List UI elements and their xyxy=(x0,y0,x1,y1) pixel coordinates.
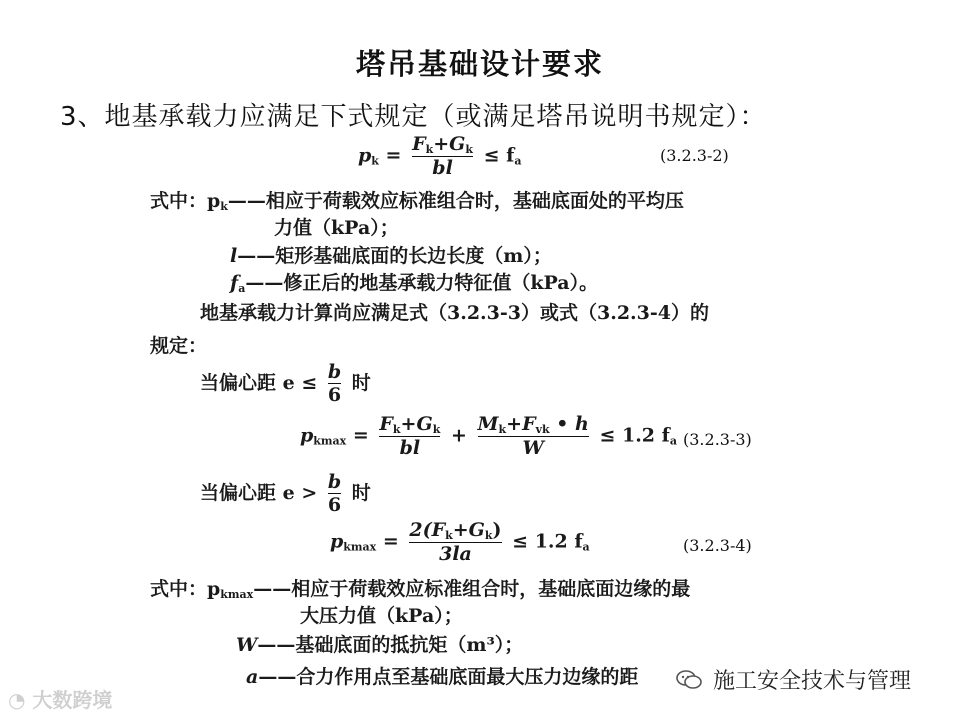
def1-row-2 xyxy=(274,213,399,240)
eq1-tag: (3.2.3-2) xyxy=(660,146,729,165)
eq3-tag: (3.2.3-4) xyxy=(683,536,752,555)
cond1-post: 时 xyxy=(351,371,371,394)
eq1-fraction xyxy=(412,134,473,179)
eq1-num-plus: +G xyxy=(433,133,466,155)
cond2-pre: 当偏心距 e > xyxy=(200,481,318,504)
eq2-n2-tail: • h xyxy=(556,413,589,435)
def2-row-2 xyxy=(300,601,463,628)
cond1-fraction xyxy=(328,362,341,406)
def1-row-1 xyxy=(150,186,684,213)
def-symbol: W xyxy=(236,634,258,656)
eq2-fraction-1 xyxy=(379,414,440,459)
eq1-lhs-sub: k xyxy=(371,154,379,168)
eq2-plus: + xyxy=(450,424,467,447)
eq1-num-sub2: k xyxy=(465,143,473,156)
equation-1 xyxy=(358,134,521,179)
cond2-den: 6 xyxy=(327,493,342,516)
def-symbol-sub: k xyxy=(220,200,228,213)
condition-2 xyxy=(200,472,371,516)
def-symbol-sub: kmax xyxy=(220,588,254,601)
eq1-rhs-sub: a xyxy=(514,154,522,168)
eq2-n1-sub2: k xyxy=(432,423,441,436)
heading-text: 3、地基承载力应满足下式规定（或满足塔吊说明书规定）： xyxy=(60,102,767,132)
eq3-fraction xyxy=(409,520,501,565)
eq3-num-sub: k xyxy=(445,529,453,542)
eq3-lhs-sub: kmax xyxy=(343,540,377,554)
eq2-n1-sub: k xyxy=(392,423,401,436)
equation-3 xyxy=(330,520,590,565)
eq3-num-close: ) xyxy=(492,519,502,541)
cond2-post: 时 xyxy=(351,481,371,504)
eq3-num: 2(F xyxy=(409,519,446,541)
cond1-pre: 当偏心距 e ≤ xyxy=(200,371,318,394)
def2-row-3 xyxy=(236,630,523,657)
eq2-lhs: p xyxy=(300,424,314,447)
eq2-n2-plus: +F xyxy=(506,413,536,435)
def2-row-4 xyxy=(246,662,638,689)
eq1-rhs: ≤ f xyxy=(483,144,515,167)
eq2-n2: M xyxy=(477,413,499,435)
cond1-num: b xyxy=(327,361,342,383)
def-symbol: 式中：p xyxy=(150,578,221,600)
def-symbol: 式中：p xyxy=(150,190,221,212)
eq1-eq: = xyxy=(385,144,402,167)
eq3-num-sub2: k xyxy=(484,529,493,542)
eq3-den: 3la xyxy=(409,542,501,565)
wechat-icon xyxy=(676,669,709,694)
cond2-num: b xyxy=(327,471,342,493)
def1-row-3 xyxy=(230,241,552,268)
watermark-right xyxy=(676,664,911,695)
paragraph-line-2: 规定： xyxy=(150,335,208,357)
def-symbol: f xyxy=(230,272,239,294)
eq1-lhs: p xyxy=(358,144,372,167)
equation-2 xyxy=(300,414,677,459)
cond1-den: 6 xyxy=(327,383,342,406)
def-text: ——基础底面的抵抗矩（m³）； xyxy=(257,634,524,656)
def-symbol: a xyxy=(246,666,259,688)
eq2-rhs: ≤ 1.2 f xyxy=(599,424,670,447)
def1-row-4 xyxy=(230,268,598,295)
eq3-num-plus: +G xyxy=(452,519,485,541)
watermark-right-text: 施工安全技术与管理 xyxy=(713,669,912,694)
paragraph-line-1: 地基承载力计算尚应满足式（3.2.3-3）或式（3.2.3-4）的 xyxy=(200,302,709,324)
eq3-lhs: p xyxy=(330,530,344,553)
eq2-n1-plus: +G xyxy=(400,413,433,435)
eq3-rhs: ≤ 1.2 f xyxy=(512,530,583,553)
cond2-fraction xyxy=(328,472,341,516)
def-text: 力值（kPa）； xyxy=(274,217,399,239)
eq3-rhs-sub: a xyxy=(582,540,590,554)
def-text: ——相应于荷载效应标准组合时，基础底面边缘的最 xyxy=(253,578,691,600)
def-symbol: l xyxy=(230,245,238,267)
eq1-num: F xyxy=(412,133,426,155)
eq2-n2-sub2: vk xyxy=(535,423,550,436)
watermark-left xyxy=(8,684,112,713)
watermark-left-text: 大数跨境 xyxy=(32,688,113,712)
eq2-fraction-2 xyxy=(478,414,589,459)
eq2-rhs-sub: a xyxy=(669,434,677,448)
eq2-eq: = xyxy=(352,424,369,447)
eq2-n2-sub: k xyxy=(498,423,507,436)
eq1-den: bl xyxy=(412,156,473,179)
eq2-lhs-sub: kmax xyxy=(313,434,347,448)
condition-1 xyxy=(200,362,371,406)
def-text: 大压力值（kPa）； xyxy=(300,605,463,627)
eq2-d2: W xyxy=(478,436,589,459)
def2-row-1 xyxy=(150,574,690,601)
eq2-n1: F xyxy=(379,413,393,435)
eq3-eq: = xyxy=(382,530,399,553)
eq1-num-sub: k xyxy=(425,143,434,156)
logo-icon: ◔ xyxy=(8,688,26,712)
eq2-d1: bl xyxy=(379,436,440,459)
def-text: ——修正后的地基承载力特征值（kPa）。 xyxy=(245,272,599,294)
def-text: ——矩形基础底面的长边长度（m）； xyxy=(237,245,552,267)
eq2-tag: (3.2.3-3) xyxy=(683,430,752,449)
def-text: ——相应于荷载效应标准组合时，基础底面处的平均压 xyxy=(227,190,684,212)
def-symbol-sub: a xyxy=(238,282,246,295)
slide-title: 塔吊基础设计要求 xyxy=(355,47,604,81)
def-text: ——合力作用点至基础底面最大压力边缘的距 xyxy=(258,666,639,688)
